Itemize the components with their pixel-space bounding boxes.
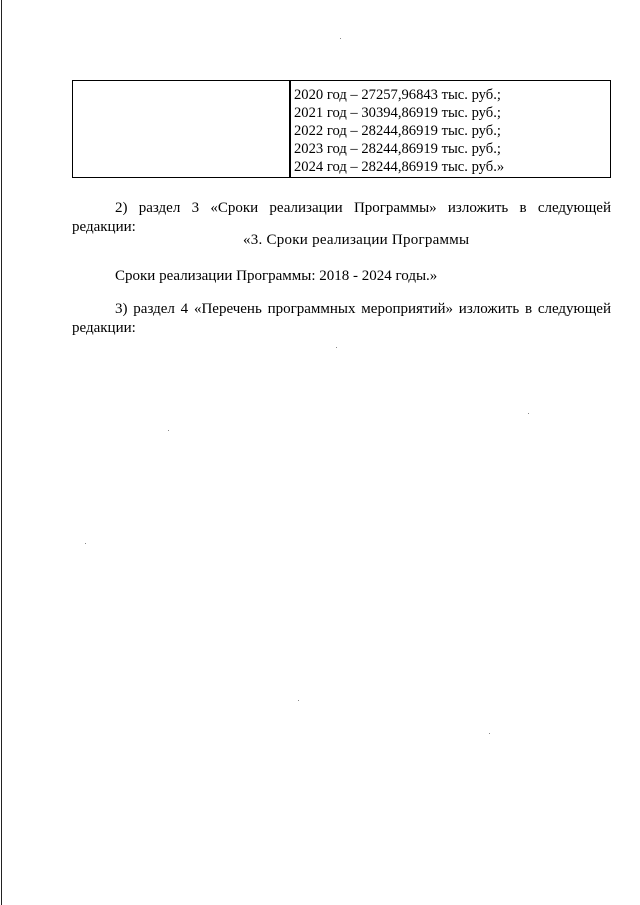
- funding-line-2022: 2022 год – 28244,86919 тыс. руб.;: [294, 123, 501, 139]
- item-3-line-1: 3) раздел 4 «Перечень программных мероприятий» изложить в следующей: [115, 301, 611, 317]
- funding-line-2024: 2024 год – 28244,86919 тыс. руб.»: [294, 159, 505, 175]
- funding-line-2023: 2023 год – 28244,86919 тыс. руб.;: [294, 141, 501, 157]
- funding-line-2021: 2021 год – 30394,86919 тыс. руб.;: [294, 105, 501, 121]
- page-left-edge: [1, 0, 2, 905]
- section-heading: «3. Сроки реализации Программы: [243, 232, 470, 248]
- scan-speck: [340, 38, 341, 39]
- table-row: [73, 81, 611, 178]
- scan-speck: [336, 347, 337, 348]
- program-terms-text: Сроки реализации Программы: 2018 - 2024 годы.»: [115, 268, 438, 284]
- item-3-paragraph: [72, 300, 611, 338]
- item-2-line-2: редакции:: [72, 219, 136, 235]
- funding-table: [72, 80, 611, 178]
- scan-speck: [528, 413, 529, 414]
- scan-speck: [298, 700, 299, 701]
- item-3-line-2: редакции:: [72, 320, 136, 336]
- funding-line-2020: 2020 год – 27257,96843 тыс. руб.;: [294, 87, 501, 103]
- table-empty-cell: [73, 81, 291, 178]
- scan-speck: [168, 430, 169, 431]
- item-2-line-1: 2) раздел 3 «Сроки реализации Программы» изложить в следующей: [115, 200, 611, 216]
- table-funding-cell: [290, 81, 611, 178]
- scan-speck: [489, 733, 490, 734]
- scan-speck: [85, 543, 86, 544]
